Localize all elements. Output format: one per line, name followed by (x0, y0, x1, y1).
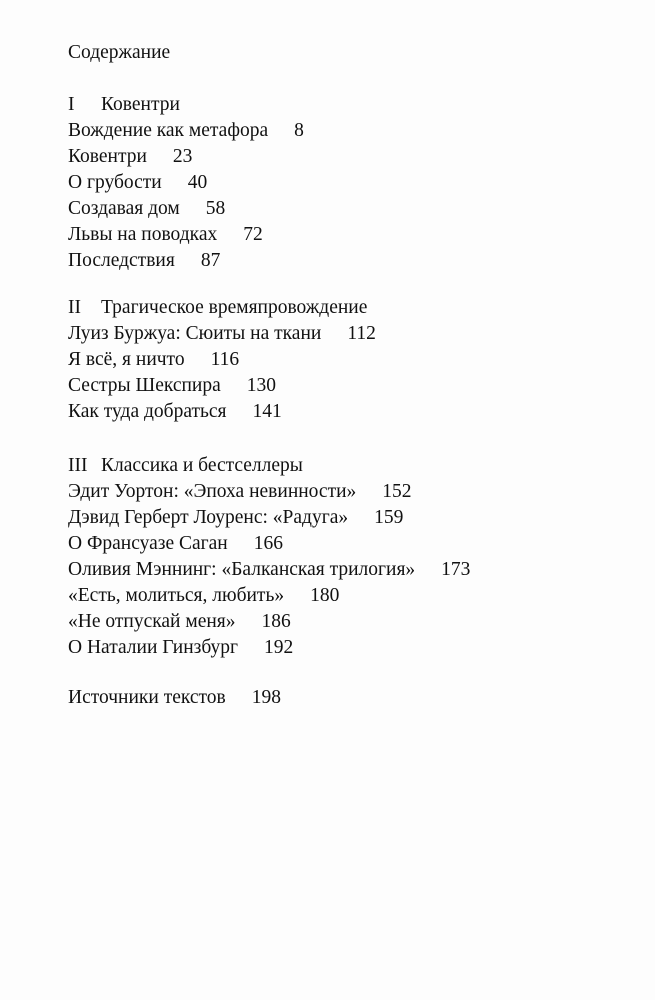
toc-entry (68, 531, 470, 557)
entry-page-number: 152 (382, 481, 412, 502)
entry-title: Оливия Мэннинг: «Балканская трилогия» (68, 559, 416, 580)
entry-title: «Есть, молиться, любить» (68, 585, 285, 606)
toc-entry (68, 583, 470, 609)
entry-page-number: 58 (205, 198, 226, 219)
toc-entry (68, 635, 470, 661)
toc-section-1 (68, 92, 304, 274)
entry-page-number: 186 (261, 611, 291, 632)
entry-title: Как туда добраться (68, 401, 227, 422)
entry-title: Последствия (68, 250, 175, 271)
section-numeral: II (68, 297, 81, 318)
section-title-text: Ковентри (101, 94, 180, 115)
section-title-text: Трагическое времяпровождение (101, 297, 368, 318)
entry-title: Луиз Буржуа: Сюиты на ткани (68, 323, 322, 344)
toc-entry (68, 609, 470, 635)
entry-page-number: 8 (294, 120, 304, 141)
toc-entry (68, 347, 376, 373)
toc-entry (68, 399, 376, 425)
entry-title: Ковентри (68, 146, 147, 167)
entry-page-number: 23 (172, 146, 193, 167)
entry-title: Сестры Шекспира (68, 375, 221, 396)
toc-section-3 (68, 453, 470, 661)
entry-page-number: 180 (310, 585, 340, 606)
section-title-text: Классика и бестселлеры (101, 455, 303, 476)
entry-page-number: 72 (243, 224, 263, 245)
entry-title: Эдит Уортон: «Эпоха невинности» (68, 481, 357, 502)
toc-entry (68, 118, 304, 144)
toc-entry (68, 373, 376, 399)
entry-page-number: 141 (252, 401, 282, 422)
entry-page-number: 40 (187, 172, 208, 193)
entry-page-number: 166 (253, 533, 283, 554)
toc-entry (68, 557, 470, 583)
entry-page-number: 198 (251, 687, 282, 708)
entry-page-number: 173 (441, 559, 471, 580)
toc-entry (68, 248, 304, 274)
entry-title: Источники текстов (68, 687, 226, 708)
entry-title: Вождение как метафора (68, 120, 269, 141)
toc-entry-sources (68, 685, 281, 711)
toc-entry (68, 479, 470, 505)
toc-entry (68, 144, 304, 170)
section-title (68, 92, 304, 118)
toc-entry (68, 321, 376, 347)
entry-page-number: 192 (264, 637, 294, 658)
entry-page-number: 112 (347, 323, 376, 344)
section-numeral: I (68, 94, 75, 115)
toc-section-2 (68, 295, 376, 425)
entry-title: Создавая дом (68, 198, 180, 219)
entry-page-number: 159 (374, 507, 404, 528)
entry-title: О Франсуазе Саган (68, 533, 228, 554)
entry-page-number: 130 (246, 375, 277, 396)
toc-entry (68, 196, 304, 222)
toc-sources-section (68, 685, 281, 711)
section-title (68, 295, 376, 321)
entry-title: О грубости (68, 172, 162, 193)
entry-title: Я всё, я ничто (68, 349, 185, 370)
entry-title: Дэвид Герберт Лоуренс: «Радуга» (68, 507, 349, 528)
section-numeral: III (68, 455, 88, 476)
section-title (68, 453, 470, 479)
entry-page-number: 87 (200, 250, 221, 271)
entry-title: Львы на поводках (68, 224, 218, 245)
toc-heading: Содержание (68, 42, 171, 63)
entry-title: «Не отпускай меня» (68, 611, 236, 632)
entry-title: О Наталии Гинзбург (68, 637, 239, 658)
entry-page-number: 116 (210, 349, 240, 370)
toc-entry (68, 170, 304, 196)
toc-entry (68, 505, 470, 531)
toc-entry (68, 222, 304, 248)
